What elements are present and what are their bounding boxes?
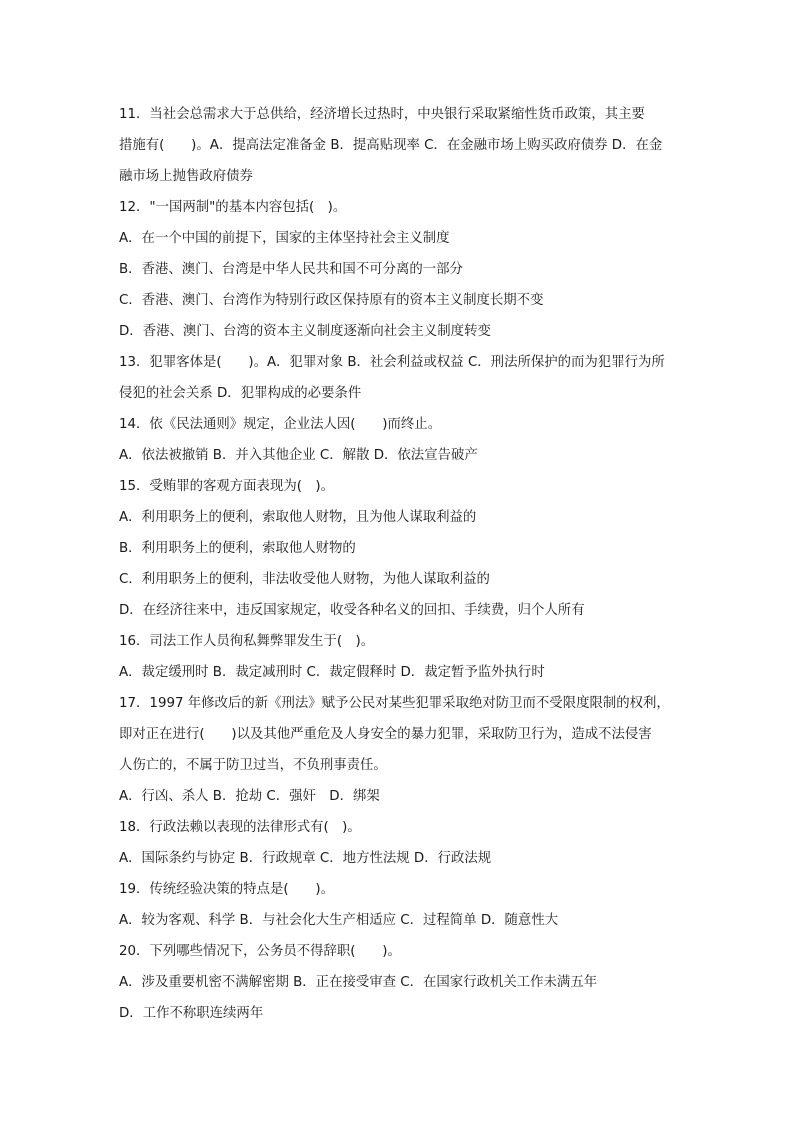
q17-options: A．行凶、杀人 B．抢劫 C．强奸 D．绑架 <box>119 789 380 804</box>
q11-line-2: 措施有( )。A．提高法定准备金 B．提高贴现率 C．在金融市场上购买政府债券 D．在金 <box>119 138 663 153</box>
q15-option-a: A．利用职务上的便利，索取他人财物，且为他人谋取利益的 <box>119 510 477 525</box>
q18-options: A．国际条约与协定 B．行政规章 C．地方性法规 D．行政法规 <box>119 851 492 866</box>
q19-options: A．较为客观、科学 B．与社会化大生产相适应 C．过程简单 D．随意性大 <box>119 913 559 928</box>
document-body <box>119 99 679 1029</box>
q12-option-b: B．香港、澳门、台湾是中华人民共和国不可分离的一部分 <box>119 262 463 277</box>
q13-line-2: 侵犯的社会关系 D．犯罪构成的必要条件 <box>119 386 362 401</box>
q14-options: A．依法被撤销 B．并入其他企业 C．解散 D．依法宣告破产 <box>119 448 478 463</box>
q17-line-1: 17．1997 年修改后的新《刑法》赋予公民对某些犯罪采取绝对防卫而不受限度限制的权利， <box>119 696 670 711</box>
q17-line-3: 人伤亡的，不属于防卫过当，不负刑事责任。 <box>119 758 387 773</box>
q12-option-c: C．香港、澳门、台湾作为特别行政区保持原有的资本主义制度长期不变 <box>119 293 544 308</box>
q12-option-a: A．在一个中国的前提下，国家的主体坚持社会主义制度 <box>119 231 450 246</box>
q13-line-1: 13．犯罪客体是( )。A．犯罪对象 B．社会利益或权益 C．刑法所保护的而为犯罪行为所 <box>119 355 665 370</box>
q20-question: 20．下列哪些情况下，公务员不得辞职( )。 <box>119 944 401 959</box>
q20-options-line-1: A．涉及重要机密不满解密期 B．正在接受审查 C．在国家行政机关工作未满五年 <box>119 975 598 990</box>
q12-option-d: D．香港、澳门、台湾的资本主义制度逐渐向社会主义制度转变 <box>119 324 491 339</box>
q12-question: 12．"一国两制"的基本内容包括( )。 <box>119 200 347 215</box>
q11-line-1: 11．当社会总需求大于总供给，经济增长过热时，中央银行采取紧缩性货币政策，其主要 <box>119 107 645 122</box>
q14-question: 14．依《民法通则》规定，企业法人因( )而终止。 <box>119 417 442 432</box>
q15-question: 15．受贿罪的客观方面表现为( )。 <box>119 479 334 494</box>
q15-option-b: B．利用职务上的便利，索取他人财物的 <box>119 541 356 556</box>
q17-line-2: 即对正在进行( )以及其他严重危及人身安全的暴力犯罪，采取防卫行为，造成不法侵害 <box>119 727 652 742</box>
q19-question: 19．传统经验决策的特点是( )。 <box>119 882 334 897</box>
q15-option-c: C．利用职务上的便利，非法收受他人财物，为他人谋取利益的 <box>119 572 490 587</box>
q15-option-d: D．在经济往来中，违反国家规定，收受各种名义的回扣、手续费，归个人所有 <box>119 603 585 618</box>
q16-question: 16．司法工作人员徇私舞弊罪发生于( )。 <box>119 634 375 649</box>
q18-question: 18．行政法赖以表现的法律形式有( )。 <box>119 820 361 835</box>
q11-line-3: 融市场上抛售政府债券 <box>119 169 253 184</box>
q16-options: A．裁定缓刑时 B．裁定减刑时 C．裁定假释时 D．裁定暂予监外执行时 <box>119 665 545 680</box>
q20-options-line-2: D．工作不称职连续两年 <box>119 1006 264 1021</box>
